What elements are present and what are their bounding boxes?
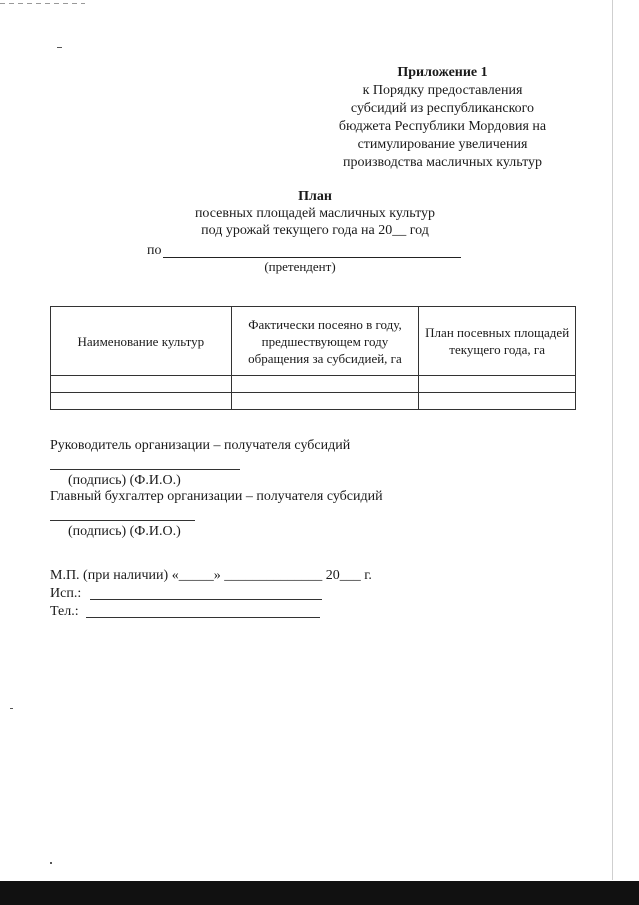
appendix-line: субсидий из республиканского <box>350 101 535 116</box>
table-row <box>51 393 576 410</box>
crops-table <box>50 306 576 410</box>
plan-subtitle-line: посевных площадей масличных культур <box>194 206 436 221</box>
accountant-signature-line <box>50 520 195 521</box>
column-header-sown-previous-year: Фактически посеяно в году, предшествующем году обращения за субсидией, га <box>231 307 419 376</box>
appendix-title: Приложение 1 <box>397 65 488 80</box>
executor-line <box>90 599 322 600</box>
po-label: по <box>147 243 162 258</box>
accountant-signature-caption: (подпись) (Ф.И.О.) <box>68 524 181 539</box>
appendix-line: к Порядку предоставления <box>362 83 523 98</box>
scan-speck <box>10 708 13 709</box>
plan-subtitle-line: под урожай текущего года на 20__ год <box>201 223 429 238</box>
scan-artifact-top <box>0 3 85 4</box>
pretendent-caption: (претендент) <box>264 259 336 274</box>
head-signature-caption: (подпись) (Ф.И.О.) <box>68 473 181 488</box>
table-cell <box>419 376 576 393</box>
column-header-plan-current-year: План посевных площадей текущего года, га <box>419 307 576 376</box>
scan-speck <box>50 862 52 864</box>
table-header-row <box>51 307 576 376</box>
table-cell <box>231 393 419 410</box>
appendix-line: производства масличных культур <box>342 155 543 170</box>
head-signature-line <box>50 469 240 470</box>
table-cell <box>51 376 232 393</box>
appendix-line: бюджета Республики Мордовия на <box>338 119 547 134</box>
accountant-signature-label: Главный бухгалтер организации – получателя субсидий <box>50 489 383 504</box>
phone-line <box>86 617 320 618</box>
table-cell <box>419 393 576 410</box>
stamp-date-line: М.П. (при наличии) «_____» ______________ 20___ г. <box>50 568 372 583</box>
column-header-crop-name: Наименование культур <box>51 307 232 376</box>
phone-label: Тел.: <box>50 604 79 619</box>
head-signature-label: Руководитель организации – получателя субсидий <box>50 438 351 453</box>
executor-label: Исп.: <box>50 586 82 601</box>
page-edge <box>612 0 613 880</box>
table-cell <box>51 393 232 410</box>
scan-bottom-border <box>0 881 639 905</box>
appendix-block <box>300 64 585 172</box>
scan-speck <box>57 47 62 48</box>
plan-heading <box>95 188 535 239</box>
table-row <box>51 376 576 393</box>
table-cell <box>231 376 419 393</box>
plan-title: План <box>298 189 332 204</box>
appendix-line: стимулирование увеличения <box>357 137 528 152</box>
